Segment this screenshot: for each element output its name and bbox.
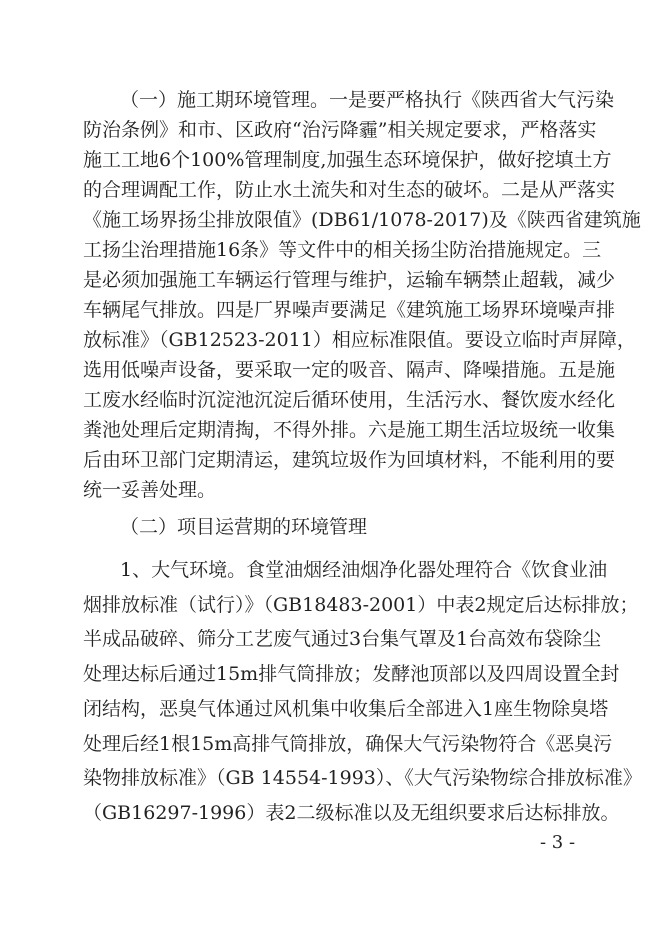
paragraph-line: 放标准》（GB12523-2011）相应标准限值。要设立临时声屏障，	[83, 329, 636, 351]
paragraph-line: 工扬尘治理措施16条》等文件中的相关扬尘防治措施规定。三	[83, 239, 602, 261]
paragraph-line: 1、大气环境。食堂油烟经油烟净化器处理符合《饮食业油	[120, 559, 608, 581]
paragraph-line: 处理后经1根15m高排气筒排放，确保大气污染物符合《恶臭污	[83, 732, 613, 755]
paragraph-line: 处理达标后通过15m排气筒排放；发酵池顶部以及四周设置全封	[83, 663, 620, 686]
paragraph-line: 工废水经临时沉淀池沉淀后循环使用，生活污水、餐饮废水经化	[83, 389, 616, 411]
paragraph-line: 车辆尾气排放。四是厂界噪声要满足《建筑施工场界环境噪声排	[83, 299, 616, 321]
paragraph-line: 《施工场界扬尘排放限值》(DB61/1078-2017)及《陕西省建筑施	[83, 209, 641, 231]
paragraph-line: （GB16297-1996）表2二级标准以及无组织要求后达标排放。	[83, 801, 620, 824]
paragraph-line: 施工工地6个100%管理制度,加强生态环境保护，做好挖填土方	[83, 149, 612, 171]
paragraph-line: 闭结构，恶臭气体通过风机集中收集后全部进入1座生物除臭塔	[83, 697, 609, 720]
paragraph-line: 烟排放标准（试行）》（GB18483-2001）中表2规定后达标排放；	[83, 593, 639, 616]
paragraph-line: 选用低噪声设备，要采取一定的吸音、隔声、降噪措施。五是施	[83, 359, 616, 381]
section-heading: （二）项目运营期的环境管理	[120, 516, 368, 538]
paragraph-line: 粪池处理后定期清掏，不得外排。六是施工期生活垃圾统一收集	[83, 419, 616, 441]
paragraph-line: 是必须加强施工车辆运行管理与维护，运输车辆禁止超载，减少	[83, 269, 616, 291]
page-number: - 3 -	[540, 832, 576, 853]
paragraph-line: 后由环卫部门定期清运，建筑垃圾作为回填材料，不能利用的要	[83, 449, 616, 471]
paragraph-line: （一）施工期环境管理。一是要严格执行《陕西省大气污染	[120, 89, 615, 111]
paragraph-line: 防治条例》和市、区政府“治污降霾”相关规定要求，严格落实	[83, 119, 597, 141]
paragraph-line: 统一妥善处理。	[83, 479, 217, 501]
paragraph-line: 染物排放标准》（GB 14554-1993）、《大气污染物综合排放标准》	[83, 767, 642, 790]
paragraph-line: 半成品破碎、筛分工艺废气通过3台集气罩及1台高效布袋除尘	[83, 628, 602, 651]
paragraph-line: 的合理调配工作，防止水土流失和对生态的破坏。二是从严落实	[83, 179, 616, 201]
